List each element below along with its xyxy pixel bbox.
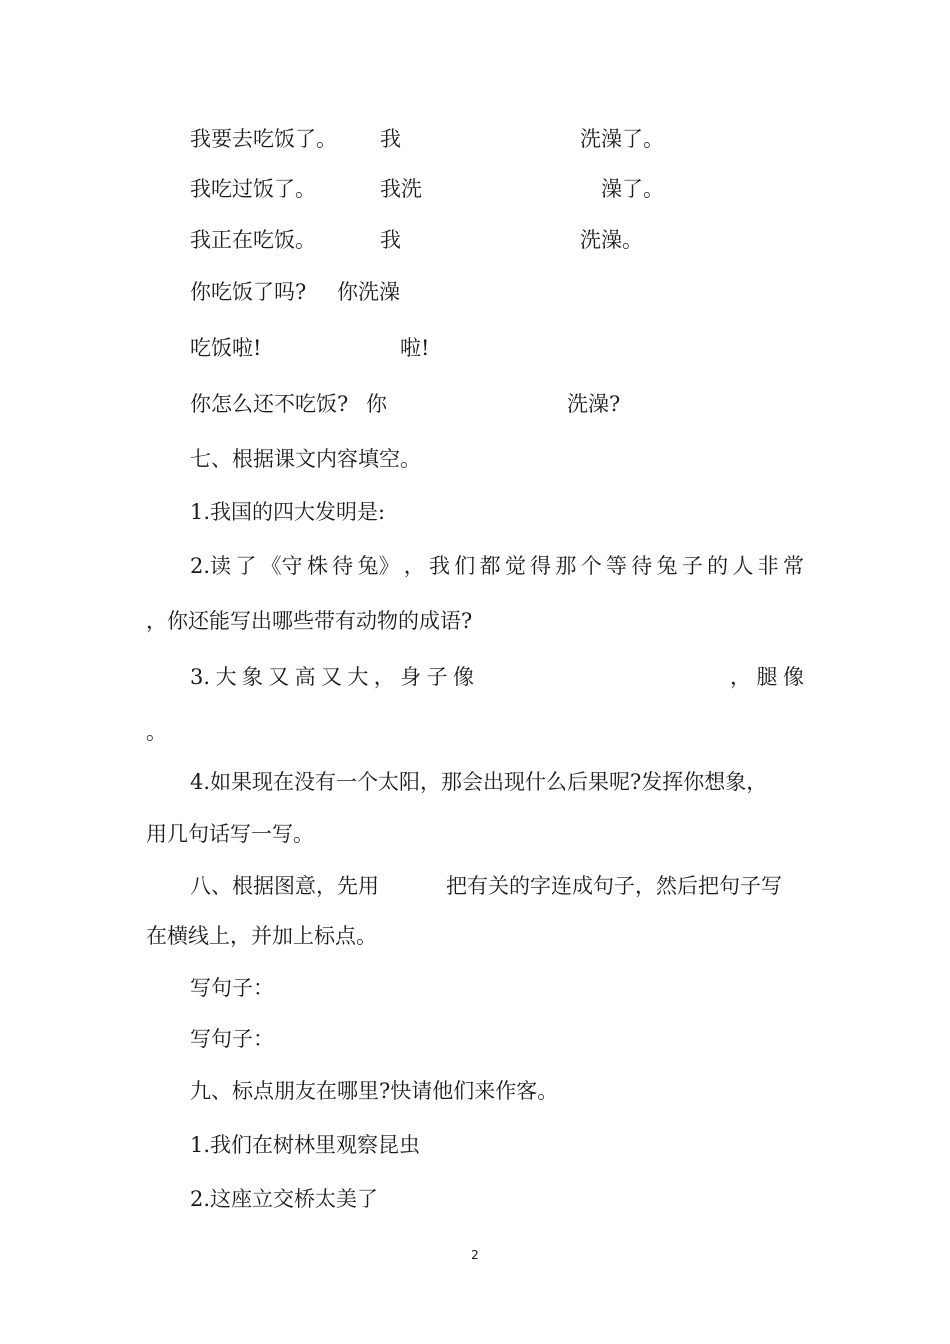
q2-segment: 那 xyxy=(555,554,577,578)
q2-segment: 待 xyxy=(332,554,354,578)
q3-segment: 像 xyxy=(783,665,804,689)
q2-segment: 兔》 xyxy=(357,554,400,578)
q2-segment: 等 xyxy=(605,554,627,578)
q2-segment: 子 xyxy=(681,554,703,578)
q2-segment: 待 xyxy=(631,554,653,578)
q3-segment: 又 xyxy=(268,665,290,689)
q3-segment: 又 xyxy=(321,665,342,689)
row-left-text: 我要去吃饭了。 xyxy=(190,127,337,151)
row-left-text: 你怎么还不吃饭? xyxy=(190,392,349,416)
q3-segment: 大 xyxy=(215,665,237,689)
q3-segment: 身 xyxy=(400,665,422,689)
row-left-text: 吃饭啦! xyxy=(190,336,262,360)
row-left-text: 你吃饭了吗? xyxy=(190,280,307,304)
row-mid-text: 你洗澡 xyxy=(337,280,400,304)
section8-write-sentence-1: 写句子： xyxy=(190,976,274,1000)
section7-q2-line1 xyxy=(190,552,804,580)
q2-segment: 都 xyxy=(479,554,501,578)
q2-segment: 的 xyxy=(707,554,729,578)
section7-q3-line2: 。 xyxy=(146,720,167,744)
section8-line1-left: 八、根据图意，先用 xyxy=(190,874,379,898)
row-mid-text: 我 xyxy=(380,228,401,252)
q2-segment: 了 xyxy=(235,554,257,578)
row-mid-text: 我洗 xyxy=(380,177,422,201)
page-number: 2 xyxy=(471,1248,479,1262)
q3-segment: 大 xyxy=(347,665,369,689)
q2-segment: 《守 xyxy=(260,554,303,578)
q2-segment: 兔 xyxy=(656,554,678,578)
q2-segment: 人 xyxy=(732,554,754,578)
section9-q2: 2.这座立交桥太美了 xyxy=(190,1187,379,1211)
q2-segment: 我 xyxy=(429,554,451,578)
section9-q1: 1.我们在树林里观察昆虫 xyxy=(190,1133,421,1157)
section7-q4-line1: 4.如果现在没有一个太阳，那会出现什么后果呢?发挥你想象， xyxy=(190,770,768,794)
section7-q1: 1.我国的四大发明是: xyxy=(190,500,386,524)
section8-line2: 在横线上，并加上标点。 xyxy=(146,924,377,948)
section7-q4-line2: 用几句话写一写。 xyxy=(146,822,314,846)
section7-heading: 七、根据课文内容填空。 xyxy=(190,447,421,471)
section7-q3-left xyxy=(190,663,474,691)
row-left-text: 我正在吃饭。 xyxy=(190,228,316,252)
q3-segment: 高 xyxy=(294,665,316,689)
q2-segment: 常 xyxy=(782,554,804,578)
row-right-text: 洗澡。 xyxy=(580,228,643,252)
q2-segment: 非 xyxy=(757,554,779,578)
q2-segment: 个 xyxy=(580,554,602,578)
q3-segment: ， xyxy=(373,665,395,689)
row-right-text: 洗澡? xyxy=(567,392,621,416)
q2-segment: 株 xyxy=(306,554,328,578)
row-left-text: 我吃过饭了。 xyxy=(190,177,316,201)
q3-segment: 3. xyxy=(190,665,211,689)
q3-segment: 象 xyxy=(241,665,263,689)
section7-q3-right xyxy=(730,663,804,691)
q3-segment: 子 xyxy=(426,665,448,689)
row-mid-text: 你 xyxy=(366,392,387,416)
row-right-text: 澡了。 xyxy=(601,177,664,201)
q3-segment: ， xyxy=(730,665,751,689)
q2-segment: 们 xyxy=(454,554,476,578)
q2-segment: 得 xyxy=(530,554,552,578)
row-right-text: 洗澡了。 xyxy=(580,127,664,151)
section9-heading: 九、标点朋友在哪里?快请他们来作客。 xyxy=(190,1079,559,1103)
section8-line1-right: 把有关的字连成句子，然后把句子写 xyxy=(446,874,782,898)
section8-write-sentence-2: 写句子： xyxy=(190,1027,274,1051)
row-mid-text: 啦! xyxy=(400,336,430,360)
section7-q2-line2: ，你还能写出哪些带有动物的成语? xyxy=(146,609,473,633)
q3-segment: 像 xyxy=(452,665,474,689)
q3-segment: 腿 xyxy=(756,665,778,689)
q2-segment: 觉 xyxy=(504,554,526,578)
q2-segment: ， xyxy=(403,554,425,578)
q2-segment: 2.读 xyxy=(190,554,232,578)
row-mid-text: 我 xyxy=(380,127,401,151)
